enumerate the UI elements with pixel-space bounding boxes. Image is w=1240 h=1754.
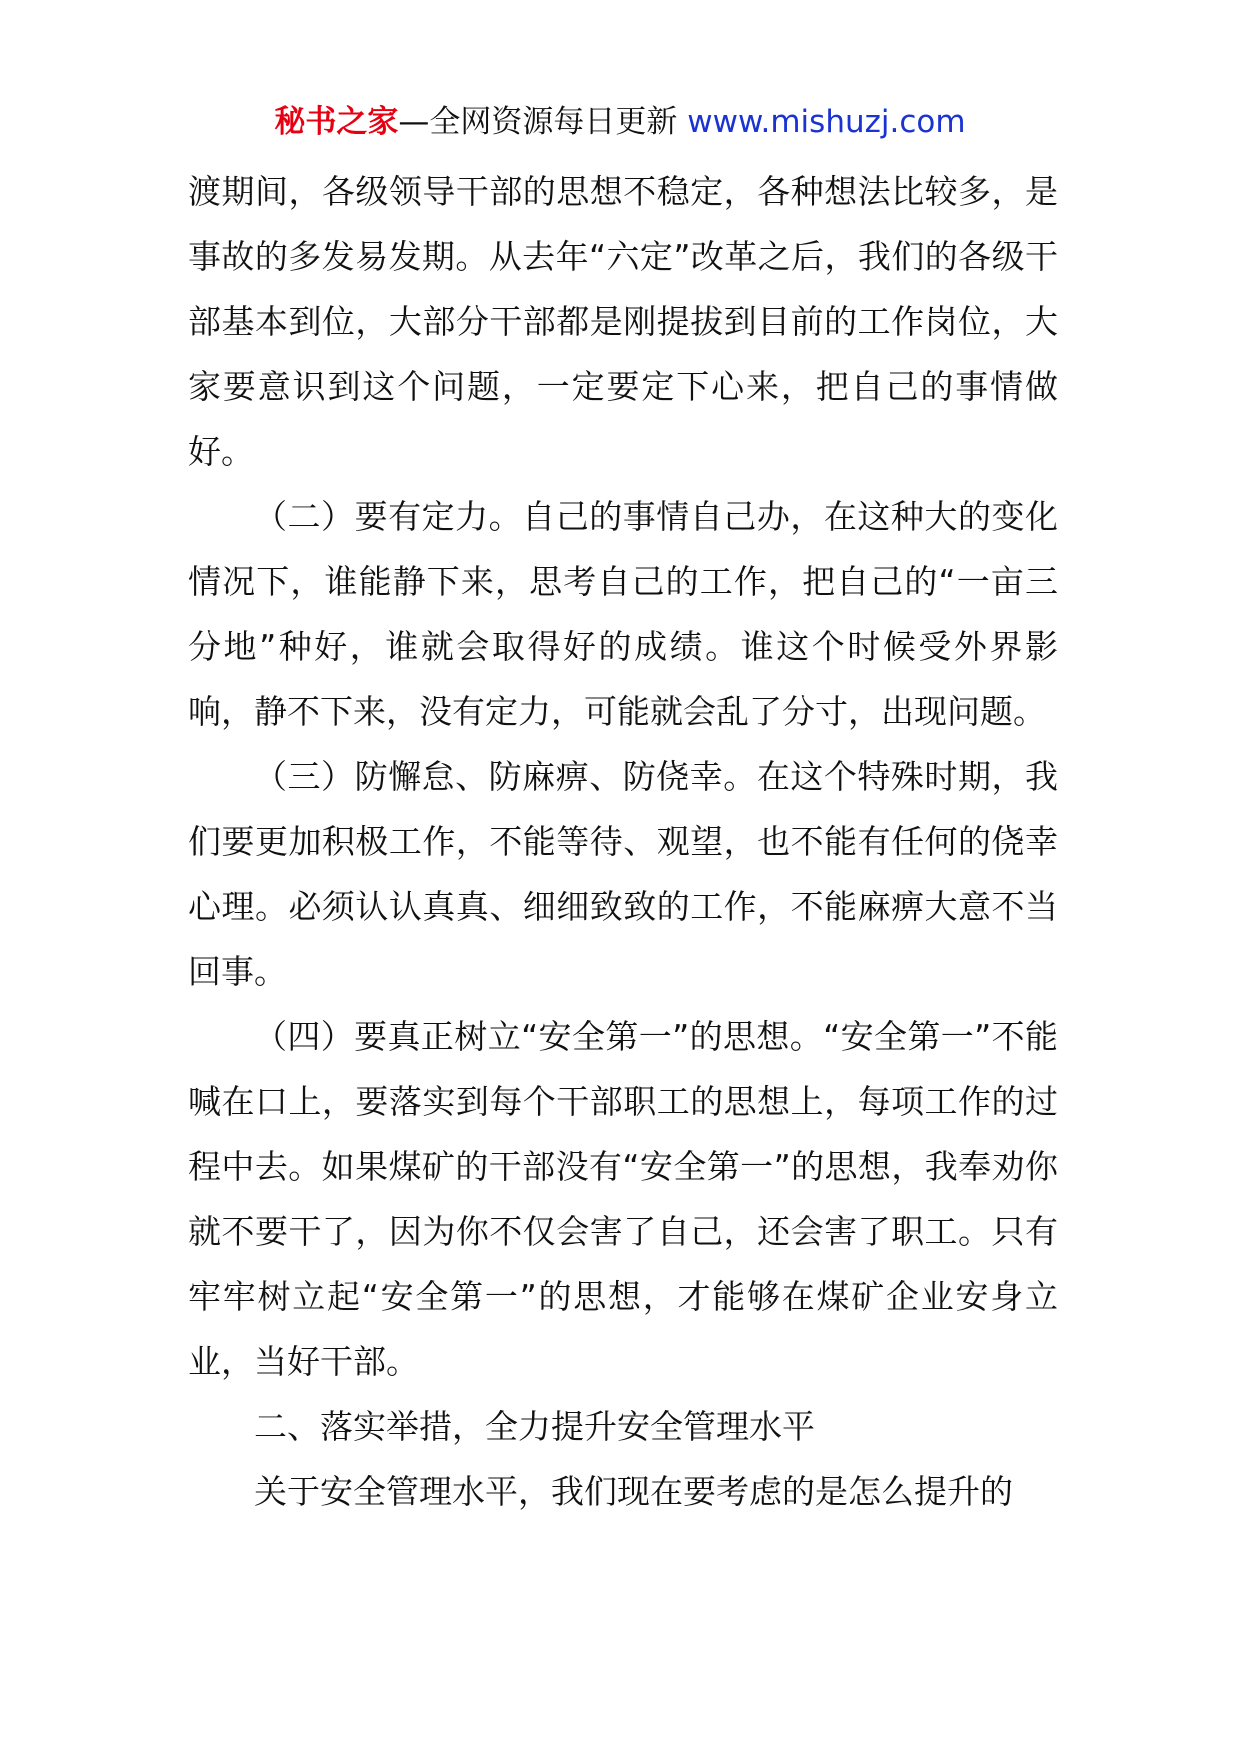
header-tagline: —全网资源每日更新 (398, 104, 678, 140)
paragraph-continued: 渡期间，各级领导干部的思想不稳定，各种想法比较多，是事故的多发易发期。从去年“六定”改革之后，我们的各级干部基本到位，大部分干部都是刚提拔到目前的工作岗位，大家要意识到这个问题，一定要定下心来，把自己的事情做好。 (188, 172, 1058, 471)
document-body (188, 159, 1058, 1524)
section-heading: 二、落实举措，全力提升安全管理水平 (254, 1407, 815, 1446)
paragraph-item-3: （三）防懈怠、防麻痹、防侥幸。在这个特殊时期，我们要更加积极工作，不能等待、观望，也不能有任何的侥幸心理。必须认认真真、细细致致的工作，不能麻痹大意不当回事。 (188, 757, 1058, 991)
brand-name: 秘书之家 (274, 104, 399, 140)
paragraph-item-4: （四）要真正树立“安全第一”的思想。“安全第一”不能喊在口上，要落实到每个干部职工的思想上，每项工作的过程中去。如果煤矿的干部没有“安全第一”的思想，我奉劝你就不要干了，因为你不仅会害了自己，还会害了职工。只有牢牢树立起“安全第一”的思想，才能够在煤矿企业安身立业，当好干部。 (188, 1017, 1058, 1381)
website-link[interactable]: www.mishuzj.com (687, 104, 966, 140)
page-header (0, 100, 1240, 144)
paragraph-item-2: （二）要有定力。自己的事情自己办，在这种大的变化情况下，谁能静下来，思考自己的工作，把自己的“一亩三分地”种好，谁就会取得好的成绩。谁这个时候受外界影响，静不下来，没有定力，可能就会乱了分寸，出现问题。 (188, 497, 1058, 731)
paragraph-last: 关于安全管理水平，我们现在要考虑的是怎么提升的 (254, 1472, 1013, 1511)
